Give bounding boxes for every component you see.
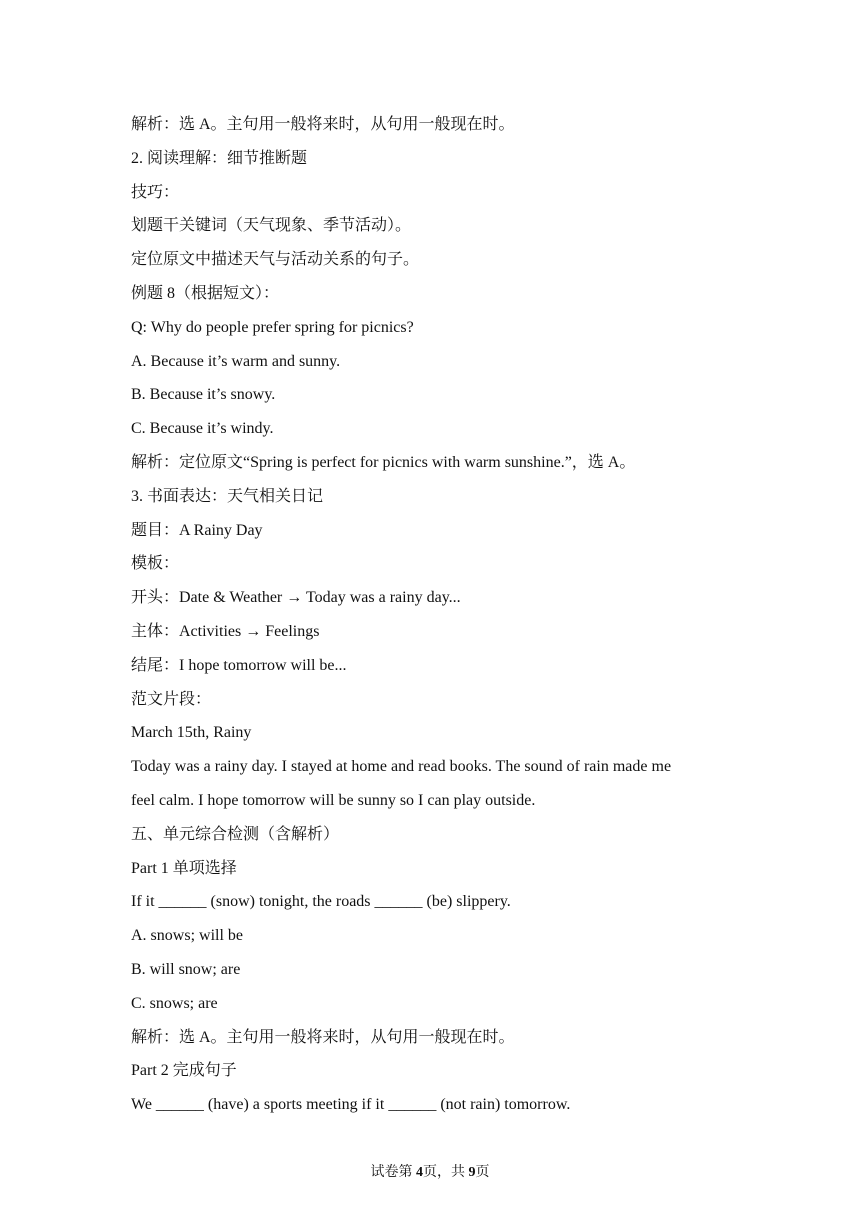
page-content [131, 108, 751, 1122]
text-line: 题目：A Rainy Day [131, 521, 263, 539]
option-line: B. Because it’s snowy. [131, 386, 276, 404]
question-line: Q: Why do people prefer spring for picnics? [131, 318, 414, 336]
option-line: A. Because it’s warm and sunny. [131, 352, 341, 370]
text-line: 技巧： [131, 183, 180, 201]
text-line: 例题 8（根据短文）： [131, 284, 280, 302]
text-line: feel calm. I hope tomorrow will be sunny so I can play outside. [131, 791, 536, 809]
option-line: C. Because it’s windy. [131, 420, 274, 438]
option-line: A. snows; will be [131, 927, 243, 945]
section-heading: 3. 书面表达：天气相关日记 [131, 487, 324, 505]
text-line: 模板： [131, 555, 180, 573]
text-line: Today was a rainy day. I stayed at home and read books. The sound of rain made me [131, 758, 672, 776]
option-line: C. snows; are [131, 994, 218, 1012]
footer-page-number: 4 [416, 1165, 423, 1180]
text-line: March 15th, Rainy [131, 724, 252, 742]
footer-suffix: 页 [475, 1165, 490, 1180]
question-line: If it ______ (snow) tonight, the roads ______ (be) slippery. [131, 893, 511, 911]
text-line: 划题干关键词（天气现象、季节活动）。 [131, 217, 412, 235]
footer-middle: 页，共 [423, 1165, 469, 1180]
part-heading: Part 1 单项选择 [131, 859, 237, 877]
footer-total-pages: 9 [468, 1165, 476, 1180]
text-line: 解析：定位原文“Spring is perfect for picnics with warm sunshine.”，选 A。 [131, 453, 636, 471]
text-line: 解析：选 A。主句用一般将来时，从句用一般现在时。 [131, 116, 515, 133]
page-footer [0, 1163, 860, 1183]
section-heading: 五、单元综合检测（含解析） [131, 825, 340, 843]
question-line: We ______ (have) a sports meeting if it ______ (not rain) tomorrow. [131, 1096, 571, 1114]
section-heading: 2. 阅读理解：细节推断题 [131, 149, 308, 167]
text-line: 解析：选 A。主句用一般将来时，从句用一般现在时。 [131, 1028, 515, 1046]
text-line: 范文片段： [131, 690, 212, 708]
part-heading: Part 2 完成句子 [131, 1062, 237, 1080]
text-line: 开头：Date & Weather → Today was a rainy day... [131, 589, 461, 607]
text-line: 结尾：I hope tomorrow will be... [131, 656, 347, 674]
text-line: 定位原文中描述天气与活动关系的句子。 [131, 251, 420, 269]
option-line: B. will snow; are [131, 960, 241, 978]
footer-prefix: 试卷第 [370, 1165, 416, 1180]
text-line: 主体：Activities → Feelings [131, 622, 320, 640]
